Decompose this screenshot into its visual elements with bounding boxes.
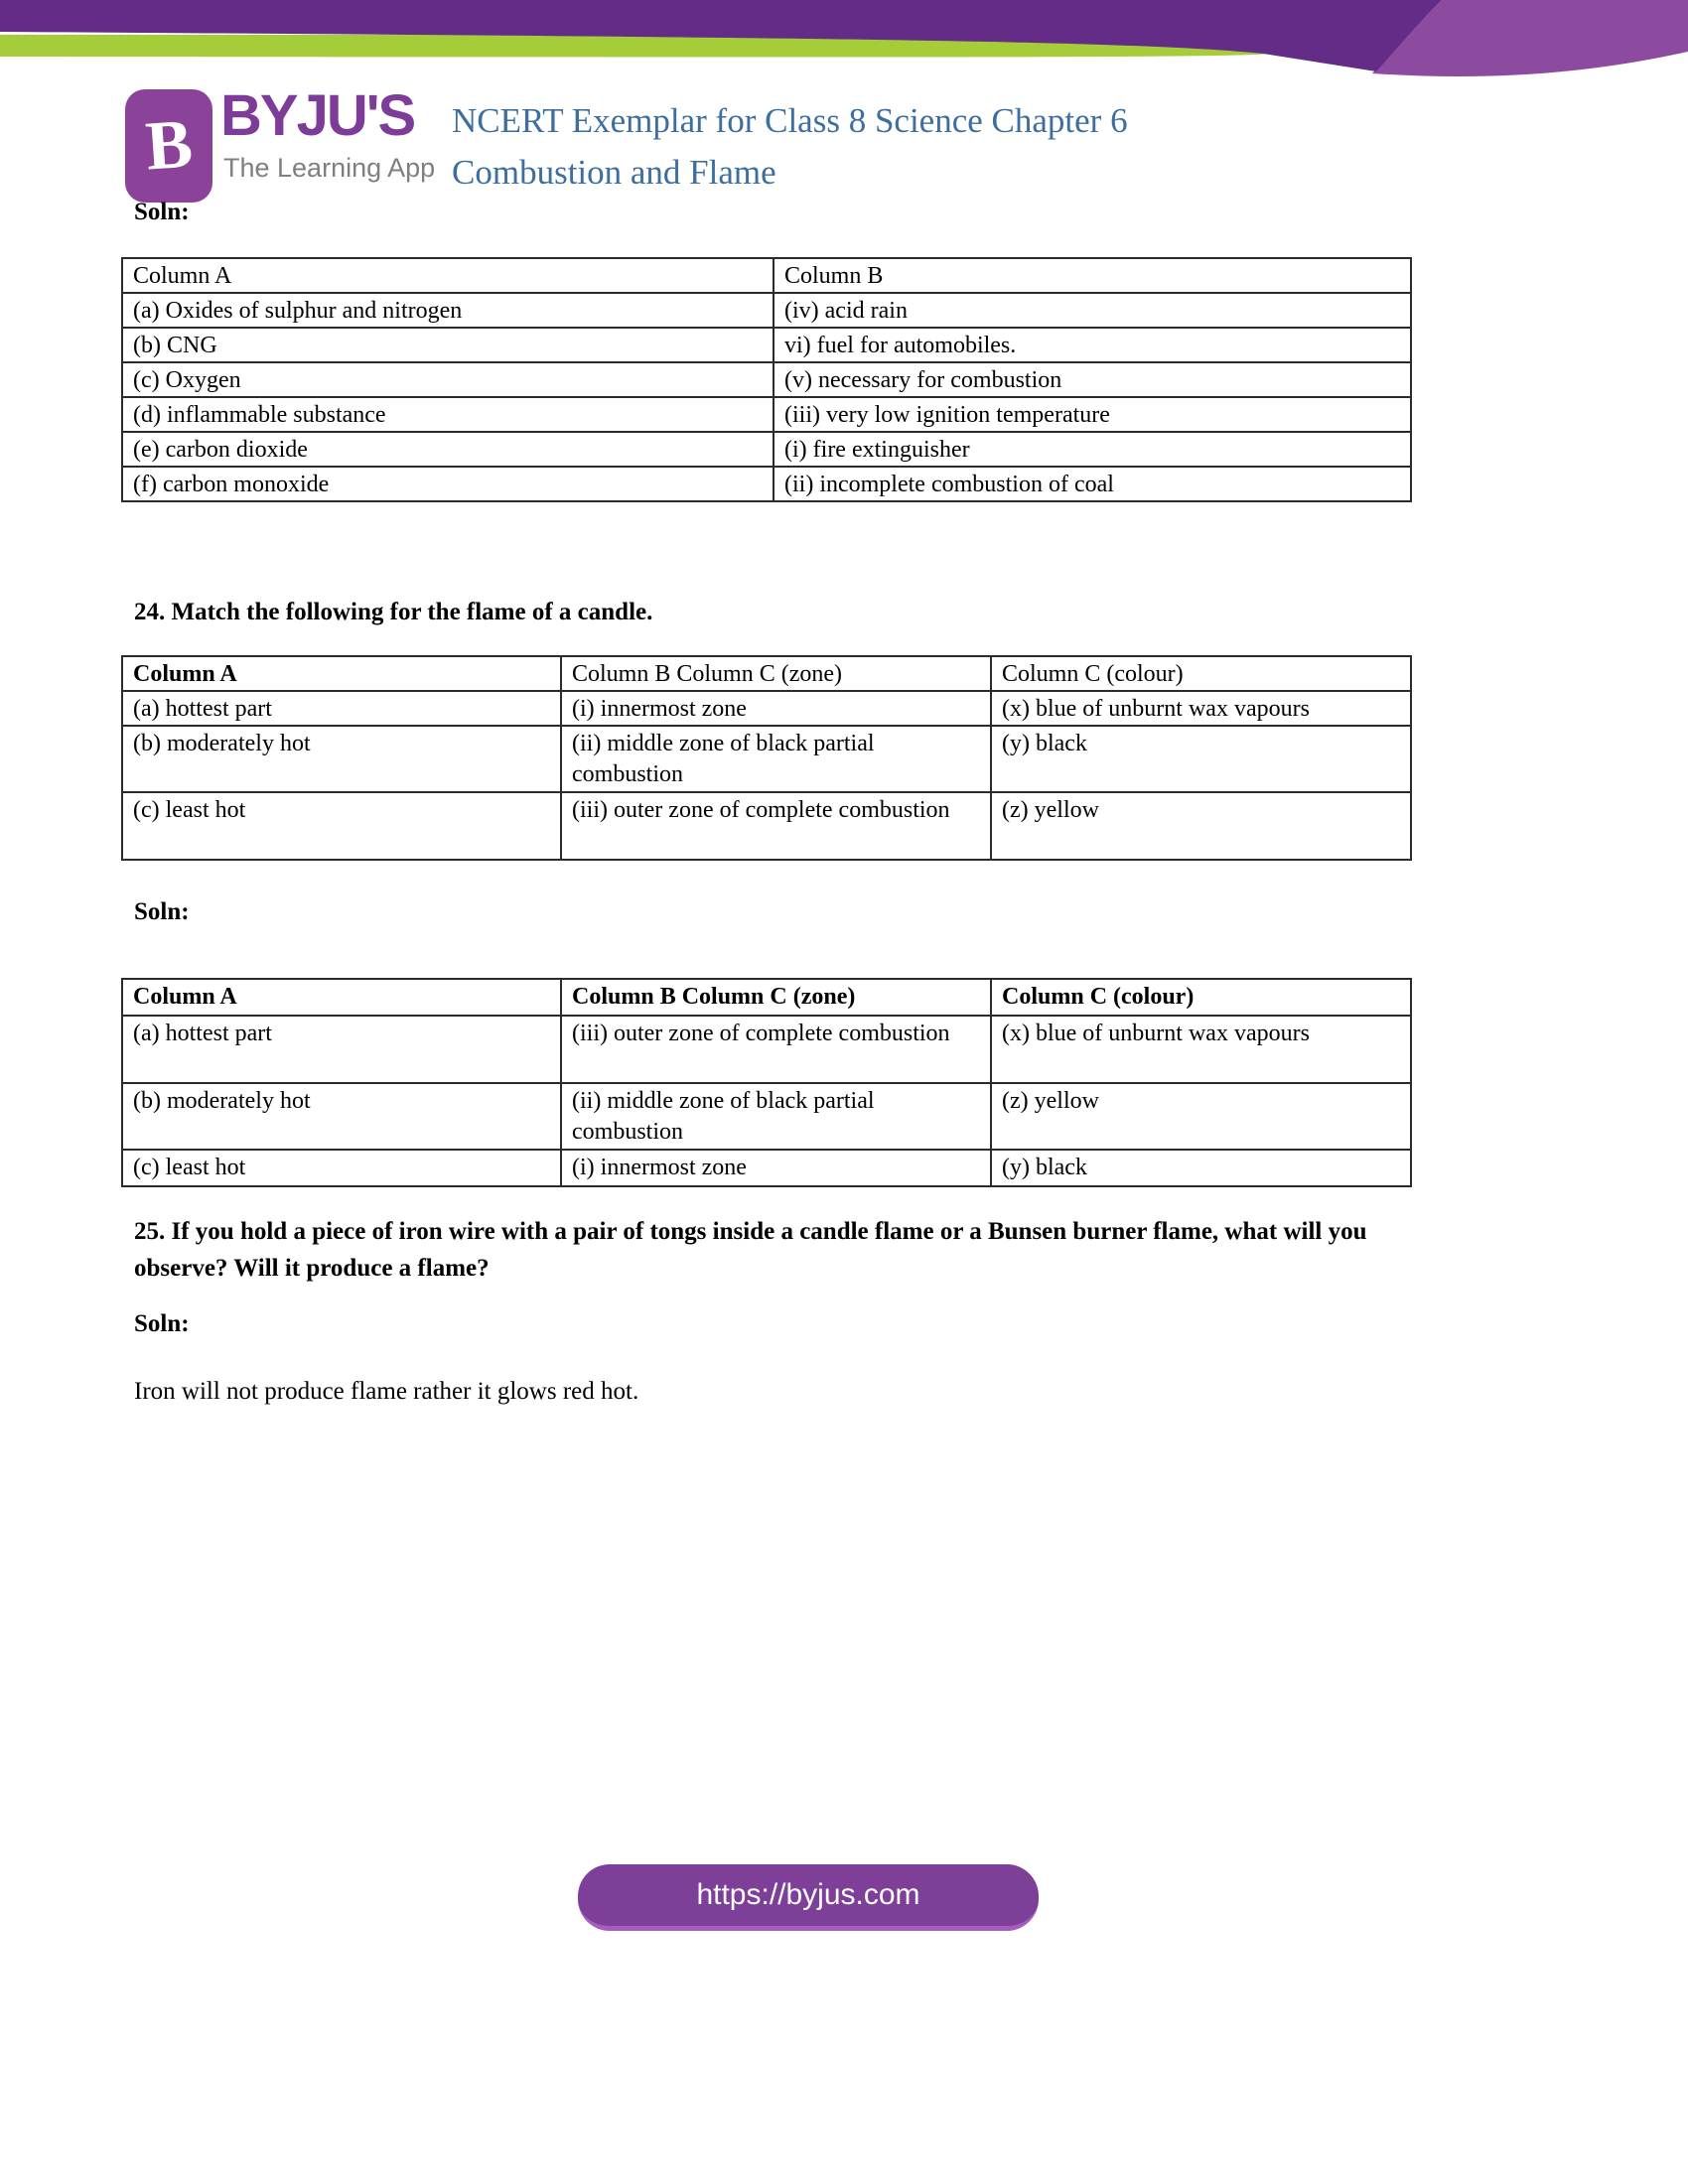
match-table-3 (121, 978, 1412, 1187)
t2-cell: (iii) outer zone of complete combustion (561, 792, 991, 860)
t2-cell: (i) innermost zone (561, 691, 991, 726)
t3-header-col-a: Column A (122, 979, 561, 1016)
t1-header-col-a: Column A (122, 258, 774, 293)
byjus-logo (125, 83, 436, 208)
match-table-1 (121, 257, 1412, 502)
t2-cell: (x) blue of unburnt wax vapours (991, 691, 1411, 726)
t1-cell: (c) Oxygen (122, 362, 774, 397)
page-title-line1: NCERT Exemplar for Class 8 Science Chapter 6 (452, 101, 1128, 140)
logo-tagline: The Learning App (223, 153, 436, 183)
question-25: 25. If you hold a piece of iron wire with a pair of tongs inside a candle flame or a Bunsen burner flame, what will you observe? Will it produce a flame? (134, 1218, 1367, 1282)
t3-cell: (iii) outer zone of complete combustion (561, 1016, 991, 1083)
logo-wordmark: BYJU'S (220, 83, 415, 148)
t1-cell: vi) fuel for automobiles. (774, 328, 1411, 362)
t3-header-col-c: Column C (colour) (991, 979, 1411, 1016)
question-24: 24. Match the following for the flame of a candle. (134, 599, 653, 625)
t2-cell: (a) hottest part (122, 691, 561, 726)
t2-cell: (c) least hot (122, 792, 561, 860)
t2-cell: (ii) middle zone of black partial combustion (561, 726, 991, 792)
t3-cell: (a) hottest part (122, 1016, 561, 1083)
t2-header-col-a: Column A (122, 656, 561, 691)
t1-cell: (iii) very low ignition temperature (774, 397, 1411, 432)
t1-cell: (a) Oxides of sulphur and nitrogen (122, 293, 774, 328)
t1-cell: (v) necessary for combustion (774, 362, 1411, 397)
t1-cell: (b) CNG (122, 328, 774, 362)
footer-url[interactable]: https://byjus.com (696, 1878, 920, 1911)
t3-cell: (z) yellow (991, 1083, 1411, 1150)
answer-25: Iron will not produce flame rather it glows red hot. (134, 1378, 639, 1405)
t1-cell: (i) fire extinguisher (774, 432, 1411, 467)
logo-b-glyph: B (142, 105, 195, 186)
t3-cell: (b) moderately hot (122, 1083, 561, 1150)
t1-cell: (ii) incomplete combustion of coal (774, 467, 1411, 501)
t2-cell: (b) moderately hot (122, 726, 561, 792)
t1-cell: (f) carbon monoxide (122, 467, 774, 501)
soln-label-2: Soln: (134, 898, 190, 925)
t2-header-col-c: Column C (colour) (991, 656, 1411, 691)
t1-cell: (e) carbon dioxide (122, 432, 774, 467)
t2-cell: (y) black (991, 726, 1411, 792)
t1-header-col-b: Column B (774, 258, 1411, 293)
page-title (452, 95, 1345, 199)
soln-label-1: Soln: (134, 199, 190, 225)
t3-cell: (y) black (991, 1150, 1411, 1186)
t1-cell: (d) inflammable substance (122, 397, 774, 432)
t3-cell: (ii) middle zone of black partial combustion (561, 1083, 991, 1150)
t2-header-col-b: Column B Column C (zone) (561, 656, 991, 691)
t3-header-col-b: Column B Column C (zone) (561, 979, 991, 1016)
byjus-logo-icon (125, 89, 212, 203)
footer-link-button[interactable] (578, 1864, 1039, 1931)
t3-cell: (x) blue of unburnt wax vapours (991, 1016, 1411, 1083)
page-title-line2: Combustion and Flame (452, 153, 776, 192)
t1-cell: (iv) acid rain (774, 293, 1411, 328)
t3-cell: (i) innermost zone (561, 1150, 991, 1186)
t3-cell: (c) least hot (122, 1150, 561, 1186)
t2-cell: (z) yellow (991, 792, 1411, 860)
soln-label-3: Soln: (134, 1310, 190, 1337)
match-table-2 (121, 655, 1412, 861)
